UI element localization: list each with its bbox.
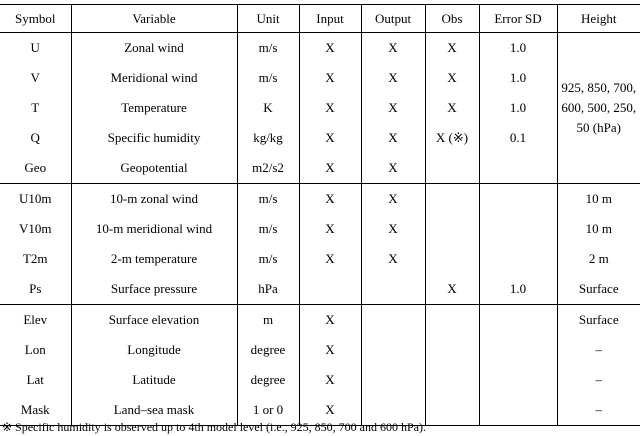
table-row [0,184,640,215]
cell-variable: Specific humidity [71,123,237,153]
cell-symbol: U [30,40,40,55]
table-row [0,123,640,153]
cell-unit: m/s [237,33,299,64]
cell-input: X [299,305,361,336]
cell-unit: hPa [237,274,299,305]
height-line: 50 (hPa) [576,120,621,135]
cell-output: X [361,184,425,215]
cell-input: X [299,244,361,274]
cell-obs [425,153,479,184]
cell-obs [425,244,479,274]
header-variable: Variable [71,5,237,33]
cell-error-sd [479,214,557,244]
cell-height: 2 m [557,244,640,274]
cell-obs [425,335,479,365]
table-row [0,305,640,336]
cell-symbol: T2m [22,251,48,266]
cell-output: X [361,244,425,274]
cell-obs [425,365,479,395]
cell-unit: m [237,305,299,336]
cell-obs: X (※) [425,123,479,153]
cell-variable: 2-m temperature [71,244,237,274]
cell-unit: m/s [237,63,299,93]
header-symbol: Symbol [0,5,71,33]
cell-variable: Surface elevation [71,305,237,336]
cell-height-pressure-levels [557,33,640,184]
table-row [0,244,640,274]
table-row [0,93,640,123]
cell-symbol: V10m [19,221,52,236]
cell-error-sd [479,395,557,426]
cell-variable: Temperature [71,93,237,123]
table-row [0,153,640,184]
cell-height: Surface [557,274,640,305]
cell-symbol: Q [30,130,40,145]
cell-variable: Latitude [71,365,237,395]
cell-obs [425,214,479,244]
cell-output [361,274,425,305]
header-obs: Obs [425,5,479,33]
cell-error-sd: 0.1 [479,123,557,153]
cell-output [361,335,425,365]
cell-input: X [299,123,361,153]
cell-height: – [557,395,640,426]
cell-output: X [361,33,425,64]
cell-symbol: V [30,70,40,85]
cell-input: X [299,365,361,395]
cell-output [361,365,425,395]
cell-input: X [299,63,361,93]
cell-output: X [361,214,425,244]
cell-height: – [557,335,640,365]
cell-error-sd [479,244,557,274]
cell-unit: m/s [237,244,299,274]
cell-unit: K [237,93,299,123]
cell-variable: Land–sea mask [71,395,237,426]
table-row [0,33,640,64]
cell-error-sd: 1.0 [479,63,557,93]
table-row [0,335,640,365]
cell-variable: Longitude [71,335,237,365]
cell-variable: Geopotential [71,153,237,184]
cell-symbol: Ps [29,281,42,296]
table-row [0,365,640,395]
cell-height: – [557,365,640,395]
cell-variable: 10-m zonal wind [71,184,237,215]
cell-input [299,274,361,305]
cell-error-sd: 1.0 [479,274,557,305]
cell-unit: degree [237,365,299,395]
cell-output: X [361,93,425,123]
header-output: Output [361,5,425,33]
cell-variable: 10-m meridional wind [71,214,237,244]
header-row [0,5,640,33]
table-row [0,274,640,305]
cell-input: X [299,395,361,426]
cell-obs [425,395,479,426]
height-line: 600, 500, 250, [561,100,637,115]
cell-input: X [299,93,361,123]
cell-unit: m/s [237,184,299,215]
cell-error-sd [479,184,557,215]
header-unit: Unit [237,5,299,33]
cell-error-sd [479,335,557,365]
height-line: 925, 850, 700, [561,80,637,95]
table-footnote: ※ Specific humidity is observed up to 4th model level (i.e., 925, 850, 700 and 600 hPa). [2,420,426,434]
table-row [0,214,640,244]
cell-input: X [299,184,361,215]
cell-output [361,305,425,336]
cell-obs [425,305,479,336]
cell-input: X [299,153,361,184]
cell-symbol: T [31,100,40,115]
cell-height: 10 m [557,214,640,244]
table-row [0,63,640,93]
cell-obs: X [425,93,479,123]
cell-output: X [361,123,425,153]
cell-symbol: U10m [0,184,71,215]
variables-table [0,4,640,426]
header-input: Input [299,5,361,33]
cell-variable: Meridional wind [71,63,237,93]
cell-symbol: Mask [0,395,71,426]
cell-error-sd: 1.0 [479,93,557,123]
cell-input: X [299,214,361,244]
cell-symbol: Geo [24,160,47,175]
cell-variable: Zonal wind [71,33,237,64]
cell-error-sd [479,305,557,336]
cell-error-sd [479,365,557,395]
cell-unit: degree [237,335,299,365]
cell-obs: X [425,63,479,93]
cell-error-sd: 1.0 [479,33,557,64]
cell-variable: Surface pressure [71,274,237,305]
cell-output: X [361,63,425,93]
cell-input: X [299,33,361,64]
cell-input: X [299,335,361,365]
header-height: Height [557,5,640,33]
cell-obs [425,184,479,215]
cell-unit: 1 or 0 [237,395,299,426]
cell-symbol: Lat [26,372,44,387]
cell-obs: X [425,274,479,305]
cell-error-sd [479,153,557,184]
cell-height: 10 m [557,184,640,215]
cell-obs: X [425,33,479,64]
header-error-sd: Error SD [479,5,557,33]
cell-symbol: Lon [24,342,46,357]
cell-unit: m/s [237,214,299,244]
cell-output: X [361,153,425,184]
cell-unit: m2/s2 [237,153,299,184]
cell-unit: kg/kg [237,123,299,153]
cell-height: Surface [557,305,640,336]
cell-symbol: Elev [0,305,71,336]
